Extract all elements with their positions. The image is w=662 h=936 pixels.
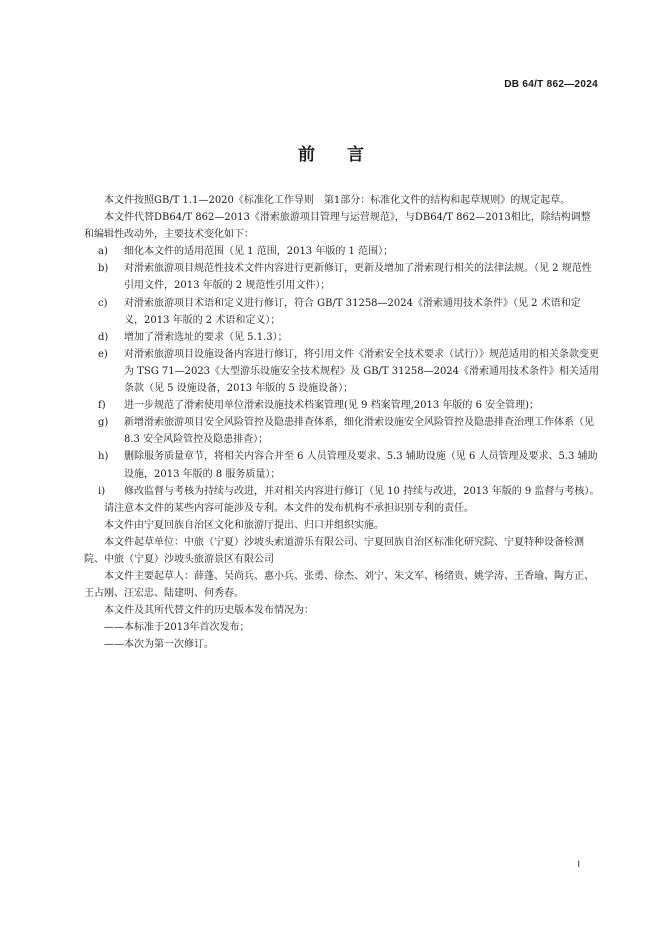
list-item <box>84 448 600 482</box>
list-item-text: 删除服务质量章节，将相关内容合并至 6 人员管理及要求、5.3 辅助设施（见 6 人员管理及要求、5.3 辅助设施，2013 年版的 8 服务质量）； <box>124 451 598 480</box>
paragraph: 本文件起草单位：中旅（宁夏）沙坡头索道游乐有限公司、宁夏回族自治区标准化研究院、宁夏特种设备检测院、中旅（宁夏）沙坡头旅游景区有限公司 <box>84 536 584 565</box>
page-number: I <box>577 859 580 869</box>
list-marker: h) <box>98 451 109 463</box>
list-item <box>84 397 600 414</box>
paragraph: 本文件按照GB/T 1.1—2020《标准化工作导则 第1部分：标准化文件的结构和起草规则》的规定起草。 <box>104 195 571 206</box>
paragraph: 本文件主要起草人：薛蓬、吴尚兵、惠小兵、张勇、徐杰、刘宁、朱文军、杨绪贵、姚学涛、王香瑜、陶方正、王占刚、汪宏忠、陆建明、何秀春。 <box>84 571 594 600</box>
list-marker: i) <box>98 485 106 497</box>
document-body <box>84 192 600 654</box>
list-marker: a) <box>98 246 108 258</box>
paragraph: 请注意本文件的某些内容可能涉及专利。本文件的发布机构不承担识别专利的责任。 <box>104 502 474 514</box>
list-item-text: 新增滑索旅游项目安全风险管控及隐患排查体系，细化滑索设施安全风险管控及隐患排查治理工作体系（见 8.3 安全风险管控及隐患排查）； <box>124 417 594 446</box>
paragraph: 本文件及其所代替文件的历史版本发布情况为： <box>104 605 314 617</box>
list-marker: g) <box>98 417 109 429</box>
list-marker: c) <box>98 297 108 309</box>
list-item-text: 对滑索旅游项目规范性技术文件内容进行更新修订，更新及增加了滑索现行相关的法律法规。（见 2 规范性引用文件，2013 年版的 2 规范性引用文件）； <box>124 263 592 292</box>
list-marker: f) <box>98 400 106 412</box>
changes-list <box>84 243 600 499</box>
paragraph: 本文件代替DB64/T 862—2013《滑索旅游项目管理与运营规范》，与DB64/T 862—2013相比，除结构调整和编辑性改动外，主要技术变化如下： <box>84 212 591 241</box>
list-item-text: 增加了滑索选址的要求（见 5.1.3）； <box>124 331 288 343</box>
history-item: ——本标准于2013年首次发布； <box>104 622 250 634</box>
history-item: ——本次为第一次修订。 <box>104 639 214 651</box>
list-item-text: 对滑索旅游项目术语和定义进行修订，符合 GB/T 31258—2024《滑索通用技术条件》（见 2 术语和定义，2013 年版的 2 术语和定义）； <box>124 297 581 326</box>
list-item <box>84 260 600 294</box>
list-item-text: 进一步规范了滑索使用单位滑索设施技术档案管理(见 9 档案管理,2013 年版的 6 安全管理)； <box>124 400 540 412</box>
list-item <box>84 483 600 500</box>
page-title: 前言 <box>298 145 396 165</box>
list-marker: b) <box>98 263 109 275</box>
list-item-text: 修改监督与考核为持续与改进，并对相关内容进行修订（见 10 持续与改进，2013 年版的 9 监督与考核）。 <box>124 485 600 497</box>
paragraph: 本文件由宁夏回族自治区文化和旅游厅提出、归口并组织实施。 <box>104 519 384 531</box>
list-item <box>84 329 600 346</box>
list-item <box>84 243 600 260</box>
standard-code: DB 64/T 862—2024 <box>504 79 598 90</box>
list-marker: d) <box>98 331 109 343</box>
list-item <box>84 346 600 397</box>
list-item <box>84 414 600 448</box>
list-item-text: 细化本文件的适用范围（见 1 范围，2013 年版的 1 范围）； <box>124 246 394 258</box>
list-item-text: 对滑索旅游项目设施设备内容进行修订，将引用文件《滑索安全技术要求（试行）》规范适用的相关条款变更为 TSG 71—2023《大型游乐设施安全技术规程》及 GB/T 31258—2024《滑索通用技术条件》相关适用条款（见 5 设施设备，2013 年版的 5 设施设备）； <box>124 348 600 395</box>
list-marker: e) <box>98 348 108 360</box>
list-item <box>84 295 600 329</box>
